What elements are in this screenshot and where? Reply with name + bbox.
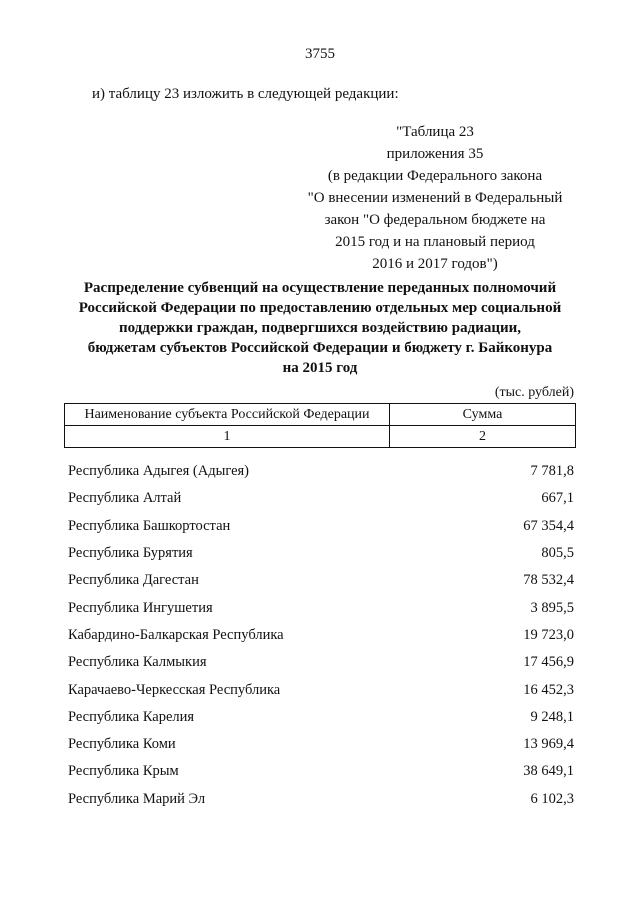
subsidy-amount: 6 102,3 xyxy=(530,790,574,807)
table-row xyxy=(68,594,574,621)
title-line: бюджетам субъектов Российской Федерации и бюджету г. Байконура xyxy=(87,340,553,356)
region-name: Республика Ингушетия xyxy=(68,599,213,616)
table-row xyxy=(68,622,574,649)
table-row xyxy=(68,731,574,758)
table-row xyxy=(68,649,574,676)
region-name: Кабардино-Балкарская Республика xyxy=(68,626,284,643)
title-line: Распределение субвенций на осуществление переданных полномочий xyxy=(83,280,557,296)
subsidy-amount: 16 452,3 xyxy=(523,681,574,698)
region-name: Республика Алтай xyxy=(68,490,182,507)
subsidy-amount: 78 532,4 xyxy=(523,572,574,589)
table-row xyxy=(68,704,574,731)
subsidy-amount: 805,5 xyxy=(541,545,574,562)
subsidy-amount: 19 723,0 xyxy=(523,626,574,643)
subsidy-amount: 13 969,4 xyxy=(523,736,574,753)
table-reference-note xyxy=(300,121,570,275)
subsidy-amount: 7 781,8 xyxy=(530,463,574,480)
subsidy-amount: 9 248,1 xyxy=(530,708,574,725)
table-row xyxy=(68,540,574,567)
region-name: Карачаево-Черкесская Республика xyxy=(68,681,281,698)
table-body xyxy=(68,458,574,813)
subsidy-amount: 38 649,1 xyxy=(523,763,574,780)
column-header-name: Наименование субъекта Российской Федерации xyxy=(65,404,390,426)
region-name: Республика Крым xyxy=(68,763,179,780)
region-name: Республика Карелия xyxy=(68,708,195,725)
title-line: на 2015 год xyxy=(282,360,358,376)
title-line: Российской Федерации по предоставлению отдельных мер социальной xyxy=(78,300,562,316)
table-row xyxy=(68,513,574,540)
subsidy-amount: 67 354,4 xyxy=(523,517,574,534)
region-name: Республика Бурятия xyxy=(68,545,193,562)
note-line: 2015 год и на плановый период xyxy=(335,234,535,250)
region-name: Республика Башкортостан xyxy=(68,517,231,534)
table-row xyxy=(68,567,574,594)
note-line: "Таблица 23 xyxy=(396,124,474,140)
intro-text: и) таблицу 23 изложить в следующей редакции: xyxy=(92,86,399,102)
region-name: Республика Марий Эл xyxy=(68,790,206,807)
header-row xyxy=(65,404,576,426)
region-name: Республика Дагестан xyxy=(68,572,199,589)
region-name: Республика Коми xyxy=(68,736,176,753)
column-number-2: 2 xyxy=(390,426,576,448)
region-name: Республика Калмыкия xyxy=(68,654,207,671)
table-row xyxy=(68,485,574,512)
table-header xyxy=(64,403,576,448)
note-line: 2016 и 2017 годов") xyxy=(372,256,498,272)
table-row xyxy=(68,458,574,485)
table-row xyxy=(68,786,574,813)
note-line: приложения 35 xyxy=(386,146,484,162)
page-number: 3755 xyxy=(305,46,335,62)
subsidy-amount: 3 895,5 xyxy=(530,599,574,616)
note-line: (в редакции Федерального закона xyxy=(327,168,543,184)
subsidy-amount: 17 456,9 xyxy=(523,654,574,671)
title-line: поддержки граждан, подвергшихся воздействию радиации, xyxy=(118,320,522,336)
document-title xyxy=(64,278,576,378)
column-header-sum: Сумма xyxy=(390,404,576,426)
subsidy-amount: 667,1 xyxy=(541,490,574,507)
column-number-1: 1 xyxy=(65,426,390,448)
region-name: Республика Адыгея (Адыгея) xyxy=(68,463,250,480)
column-number-row xyxy=(65,426,576,448)
units-label: (тыс. рублей) xyxy=(494,385,574,400)
note-line: закон "О федеральном бюджете на xyxy=(324,212,546,228)
note-line: "О внесении изменений в Федеральный xyxy=(307,190,563,206)
table-row xyxy=(68,676,574,703)
table-row xyxy=(68,758,574,785)
